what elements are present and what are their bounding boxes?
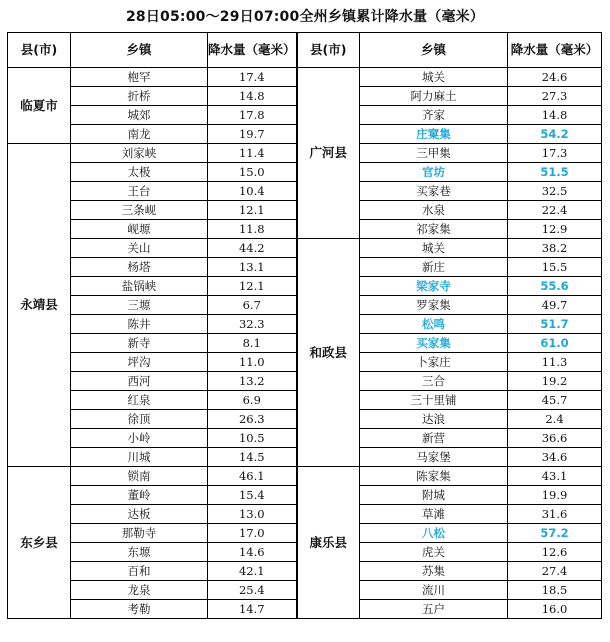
town-cell: 红泉: [71, 391, 208, 410]
header-town-right: 乡镇: [360, 33, 508, 68]
rainfall-value: 11.3: [508, 353, 602, 372]
town-cell: 祁家集: [360, 220, 508, 239]
town-cell: 卜家庄: [360, 353, 508, 372]
town-cell: 庄窠集: [360, 125, 508, 144]
rainfall-value: 8.1: [208, 334, 297, 353]
rainfall-value: 45.7: [508, 391, 602, 410]
town-cell: 川城: [71, 448, 208, 467]
town-cell: 三塬: [71, 296, 208, 315]
rainfall-value: 15.4: [208, 486, 297, 505]
rainfall-value: 14.8: [508, 106, 602, 125]
town-cell: 岘塬: [71, 220, 208, 239]
rainfall-value: 32.3: [208, 315, 297, 334]
rainfall-value: 27.4: [508, 562, 602, 581]
rainfall-value: 13.2: [208, 372, 297, 391]
town-cell: 松鸣: [360, 315, 508, 334]
town-cell: 城关: [360, 68, 508, 87]
rainfall-value: 42.1: [208, 562, 297, 581]
rainfall-value: 12.6: [508, 543, 602, 562]
rainfall-value: 26.3: [208, 410, 297, 429]
rainfall-value: 14.5: [208, 448, 297, 467]
header-county-left: 县(市): [8, 33, 71, 68]
rainfall-value: 17.0: [208, 524, 297, 543]
town-cell: 关山: [71, 239, 208, 258]
town-cell: 罗家集: [360, 296, 508, 315]
rainfall-value: 54.2: [508, 125, 602, 144]
table-row: [8, 239, 602, 258]
rainfall-value: 51.5: [508, 163, 602, 182]
rainfall-value: 46.1: [208, 467, 297, 486]
town-cell: 虎关: [360, 543, 508, 562]
town-cell: 三合: [360, 372, 508, 391]
town-cell: 徐顶: [71, 410, 208, 429]
rainfall-value: 11.8: [208, 220, 297, 239]
town-cell: 陈家集: [360, 467, 508, 486]
rainfall-value: 15.5: [508, 258, 602, 277]
rainfall-value: 18.5: [508, 581, 602, 600]
table-row: [8, 68, 602, 87]
rainfall-value: 44.2: [208, 239, 297, 258]
rainfall-value: 6.7: [208, 296, 297, 315]
rainfall-value: 38.2: [508, 239, 602, 258]
rainfall-value: 61.0: [508, 334, 602, 353]
rainfall-value: 51.7: [508, 315, 602, 334]
town-cell: 买家集: [360, 334, 508, 353]
rainfall-value: 2.4: [508, 410, 602, 429]
town-cell: 董岭: [71, 486, 208, 505]
rainfall-value: 36.6: [508, 429, 602, 448]
town-cell: 枹罕: [71, 68, 208, 87]
town-cell: 齐家: [360, 106, 508, 125]
town-cell: 水泉: [360, 201, 508, 220]
town-cell: 马家堡: [360, 448, 508, 467]
rainfall-value: 34.6: [508, 448, 602, 467]
header-rain-left: 降水量（毫米）: [208, 33, 297, 68]
county-cell: 东乡县: [8, 467, 71, 619]
rainfall-value: 12.1: [208, 277, 297, 296]
town-cell: 南龙: [71, 125, 208, 144]
county-cell: 临夏市: [8, 68, 71, 144]
rainfall-value: 14.7: [208, 600, 297, 619]
town-cell: 阿力麻土: [360, 87, 508, 106]
rainfall-value: 31.6: [508, 505, 602, 524]
town-cell: 龙泉: [71, 581, 208, 600]
town-cell: 坪沟: [71, 353, 208, 372]
rainfall-value: 49.7: [508, 296, 602, 315]
town-cell: 新寺: [71, 334, 208, 353]
town-cell: 八松: [360, 524, 508, 543]
rainfall-value: 17.4: [208, 68, 297, 87]
county-cell: 永靖县: [8, 144, 71, 467]
town-cell: 刘家峡: [71, 144, 208, 163]
county-cell: 康乐县: [297, 467, 360, 619]
rainfall-value: 16.0: [508, 600, 602, 619]
town-cell: 考勒: [71, 600, 208, 619]
header-county-right: 县(市): [297, 33, 360, 68]
town-cell: 杨塔: [71, 258, 208, 277]
town-cell: 梁家寺: [360, 277, 508, 296]
rainfall-value: 57.2: [508, 524, 602, 543]
town-cell: 锁南: [71, 467, 208, 486]
rainfall-value: 6.9: [208, 391, 297, 410]
rainfall-value: 10.4: [208, 182, 297, 201]
rainfall-value: 14.6: [208, 543, 297, 562]
town-cell: 买家巷: [360, 182, 508, 201]
header-town-left: 乡镇: [71, 33, 208, 68]
town-cell: 苏集: [360, 562, 508, 581]
county-cell: 和政县: [297, 239, 360, 467]
rainfall-value: 19.9: [508, 486, 602, 505]
rainfall-value: 43.1: [508, 467, 602, 486]
town-cell: 达浪: [360, 410, 508, 429]
town-cell: 西河: [71, 372, 208, 391]
town-cell: 新营: [360, 429, 508, 448]
table-body: [8, 68, 602, 619]
town-cell: 折桥: [71, 87, 208, 106]
town-cell: 东塬: [71, 543, 208, 562]
town-cell: 盐锅峡: [71, 277, 208, 296]
town-cell: 陈井: [71, 315, 208, 334]
table-row: [8, 467, 602, 486]
rainfall-value: 10.5: [208, 429, 297, 448]
town-cell: 三十里铺: [360, 391, 508, 410]
rainfall-value: 55.6: [508, 277, 602, 296]
town-cell: 城关: [360, 239, 508, 258]
rainfall-table: [7, 32, 602, 619]
rainfall-value: 32.5: [508, 182, 602, 201]
town-cell: 城郊: [71, 106, 208, 125]
town-cell: 达板: [71, 505, 208, 524]
rainfall-value: 27.3: [508, 87, 602, 106]
header-row: [8, 33, 602, 68]
header-rain-right: 降水量（毫米）: [508, 33, 602, 68]
rainfall-value: 25.4: [208, 581, 297, 600]
town-cell: 新庄: [360, 258, 508, 277]
town-cell: 百和: [71, 562, 208, 581]
town-cell: 那勒寺: [71, 524, 208, 543]
rainfall-value: 24.6: [508, 68, 602, 87]
rainfall-value: 19.7: [208, 125, 297, 144]
town-cell: 王台: [71, 182, 208, 201]
town-cell: 小岭: [71, 429, 208, 448]
rainfall-value: 14.8: [208, 87, 297, 106]
town-cell: 三甲集: [360, 144, 508, 163]
town-cell: 附城: [360, 486, 508, 505]
county-cell: 广河县: [297, 68, 360, 239]
table-title: 28日05:00～29日07:00全州乡镇累计降水量（毫米）: [125, 9, 485, 25]
rainfall-value: 11.4: [208, 144, 297, 163]
town-cell: 官坊: [360, 163, 508, 182]
rainfall-value: 22.4: [508, 201, 602, 220]
rainfall-value: 13.0: [208, 505, 297, 524]
rainfall-value: 19.2: [508, 372, 602, 391]
town-cell: 五户: [360, 600, 508, 619]
town-cell: 三条岘: [71, 201, 208, 220]
rainfall-value: 17.8: [208, 106, 297, 125]
town-cell: 太极: [71, 163, 208, 182]
rainfall-value: 15.0: [208, 163, 297, 182]
rainfall-value: 17.3: [508, 144, 602, 163]
rainfall-value: 11.0: [208, 353, 297, 372]
rainfall-value: 12.9: [508, 220, 602, 239]
rainfall-value: 12.1: [208, 201, 297, 220]
town-cell: 草滩: [360, 505, 508, 524]
town-cell: 流川: [360, 581, 508, 600]
rainfall-value: 13.1: [208, 258, 297, 277]
